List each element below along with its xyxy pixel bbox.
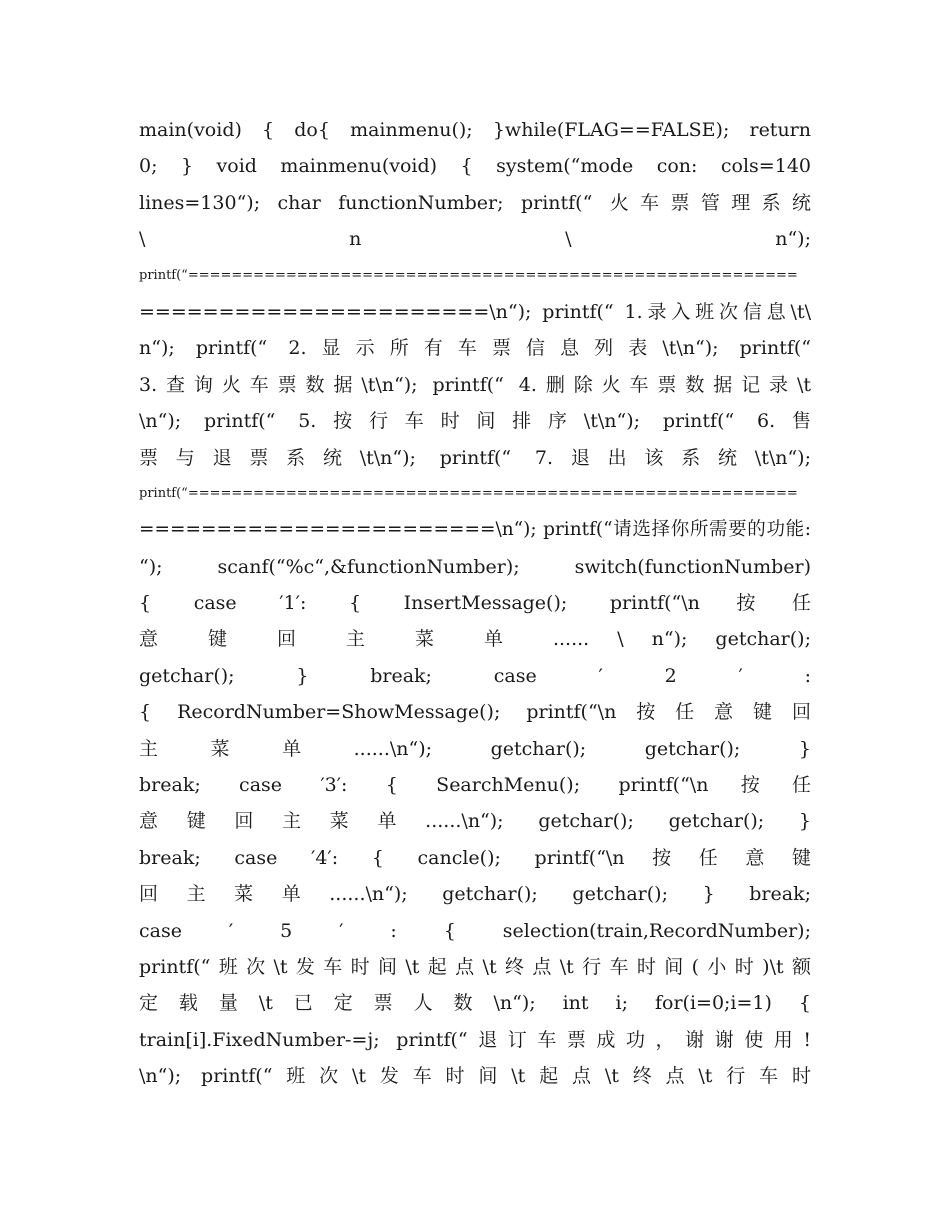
text-line: { RecordNumber=ShowMessage(); printf(“\n按任意键回 (139, 701, 811, 724)
text-line: =======================\n“); printf(“请选择你所需要的功能: (139, 519, 811, 541)
text-line: case ′ 5 ′ : { selection(train,RecordNumber); (139, 919, 811, 942)
text-line: getchar(); } break; case ′ 2 ′ : (139, 664, 811, 687)
text-line: break; case ′3′: { SearchMenu(); printf(“\n按任 (139, 774, 811, 797)
text-line: 3.查询火车票数据\t\n“); printf(“ 4.删除火车票数据记录\t (139, 373, 811, 396)
code-text-body (139, 112, 811, 1095)
text-line: n“); printf(“ 2.显示所有车票信息列表\t\n“); printf(“ (139, 337, 811, 360)
text-line: 主菜单......\n“); getchar(); getchar(); } (139, 737, 811, 760)
text-line: \n“); printf(“班次\t发车时间\t起点\t终点\t行车时 (139, 1065, 811, 1088)
text-line: printf(“======================================================== (139, 485, 798, 501)
text-line: ======================\n“); printf(“ 1.录入班次信息\t\ (139, 300, 811, 323)
text-line: 回主菜单......\n“); getchar(); getchar(); } break; (139, 883, 811, 906)
text-line: 0; } void mainmenu(void) { system(“mode con: cols=140 (139, 155, 811, 178)
text-line: main(void) { do{ mainmenu(); }while(FLAG==FALSE); return (139, 119, 811, 141)
text-line: \ n \ n“); (139, 228, 811, 251)
text-line: 意 键 回 主 菜 单 ...... \ n“); getchar(); (139, 628, 811, 651)
text-line: printf(“======================================================== (139, 267, 798, 283)
text-line: 定载量\t已定票人数\n“); int i; for(i=0;i=1) { (139, 992, 811, 1015)
text-line: 意键回主菜单......\n“); getchar(); getchar(); } (139, 810, 811, 833)
text-line: lines=130“); char functionNumber; printf(“ 火车票管理系统 (139, 191, 811, 214)
text-line: \n“); printf(“ 5.按行车时间排序\t\n“); printf(“ 6.售 (139, 410, 811, 433)
text-line: “); scanf(“%c“,&functionNumber); switch(functionNumber) (139, 555, 811, 578)
text-line: break; case ′4′: { cancle(); printf(“\n按任意键 (139, 846, 811, 869)
text-line: { case ′1′: { InsertMessage(); printf(“\n按任 (139, 592, 811, 615)
text-line: 票与退票系统\t\n“); printf(“ 7.退出该系统\t\n“); (139, 446, 811, 469)
text-line: printf(“班次\t发车时间\t起点\t终点\t行车时间(小时)\t额 (139, 955, 811, 978)
text-line: train[i].FixedNumber-=j; printf(“退订车票成功，谢谢使用! (139, 1028, 811, 1051)
